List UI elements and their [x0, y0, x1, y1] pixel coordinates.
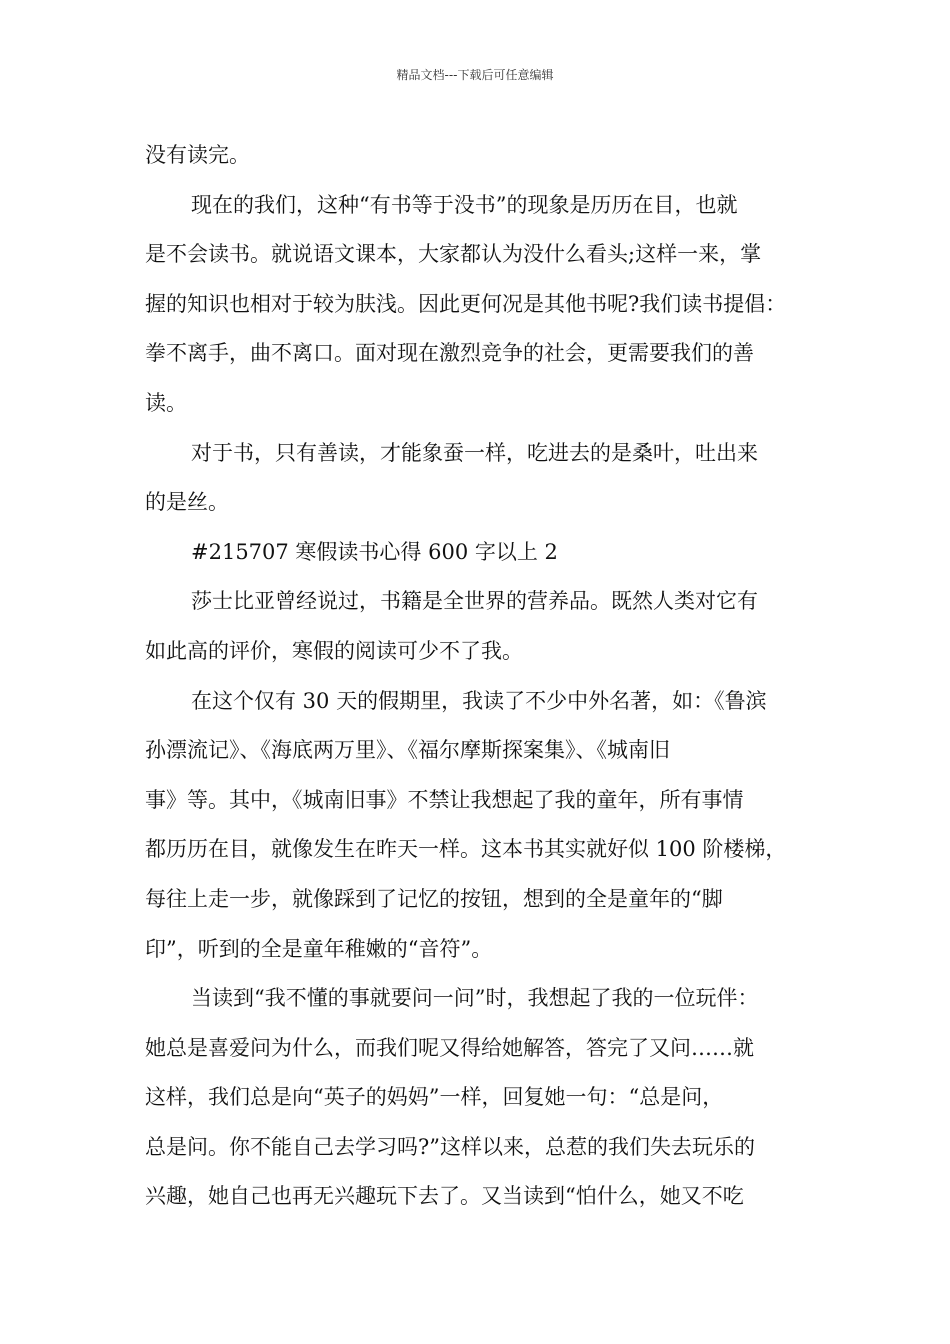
text-line: 印”，听到的全是童年稚嫩的“音符”。 — [145, 936, 493, 961]
text-line: 没有读完。 — [145, 143, 250, 167]
text-line: 当读到“我不懂的事就要问一问”时，我想起了我的一位玩伴： — [191, 986, 759, 1011]
document-body — [145, 131, 825, 1222]
page-header: 精品文档---下载后可任意编辑 — [396, 68, 554, 82]
text-line: 莎士比亚曾经说过，书籍是全世界的营养品。既然人类对它有 — [191, 589, 758, 614]
section-heading: #215707 寒假读书心得 600 字以上 2 — [191, 539, 558, 564]
text-line: 兴趣，她自己也再无兴趣玩下去了。又当读到“怕什么，她又不吃 — [145, 1184, 744, 1209]
text-line: 是不会读书。就说语文课本，大家都认为没什么看头;这样一来，掌 — [145, 242, 762, 267]
text-line: 她总是喜爱问为什么，而我们呢又得给她解答，答完了又问……就 — [145, 1035, 754, 1060]
text-line: 现在的我们，这种“有书等于没书”的现象是历历在目，也就 — [191, 192, 738, 217]
text-line: 的是丝。 — [145, 490, 229, 515]
text-line: 事》等。其中，《城南旧事》不禁让我想起了我的童年，所有事情 — [145, 787, 744, 812]
text-line: 都历历在目，就像发生在昨天一样。这本书其实就好似 100 阶楼梯， — [145, 837, 787, 862]
text-line: 读。 — [145, 390, 187, 415]
text-line: 对于书，只有善读，才能象蚕一样，吃进去的是桑叶，吐出来 — [191, 440, 758, 465]
text-line: 在这个仅有 30 天的假期里，我读了不少中外名著，如：《鲁滨 — [191, 688, 767, 713]
text-line: 孙漂流记》、《海底两万里》、《福尔摩斯探案集》、《城南旧 — [145, 738, 670, 763]
text-line: 每往上走一步，就像踩到了记忆的按钮，想到的全是童年的“脚 — [145, 886, 723, 911]
text-line: 总是问。你不能自己去学习吗?”这样以来，总惹的我们失去玩乐的 — [145, 1134, 755, 1159]
text-line: 拳不离手，曲不离口。面对现在激烈竞争的社会，更需要我们的善 — [145, 341, 754, 366]
text-line: 如此高的评价，寒假的阅读可少不了我。 — [145, 638, 523, 663]
text-line: 这样，我们总是向“英子的妈妈”一样，回复她一句：“总是问， — [145, 1085, 724, 1110]
text-line: 握的知识也相对于较为肤浅。因此更何况是其他书呢?我们读书提倡： — [145, 291, 787, 316]
